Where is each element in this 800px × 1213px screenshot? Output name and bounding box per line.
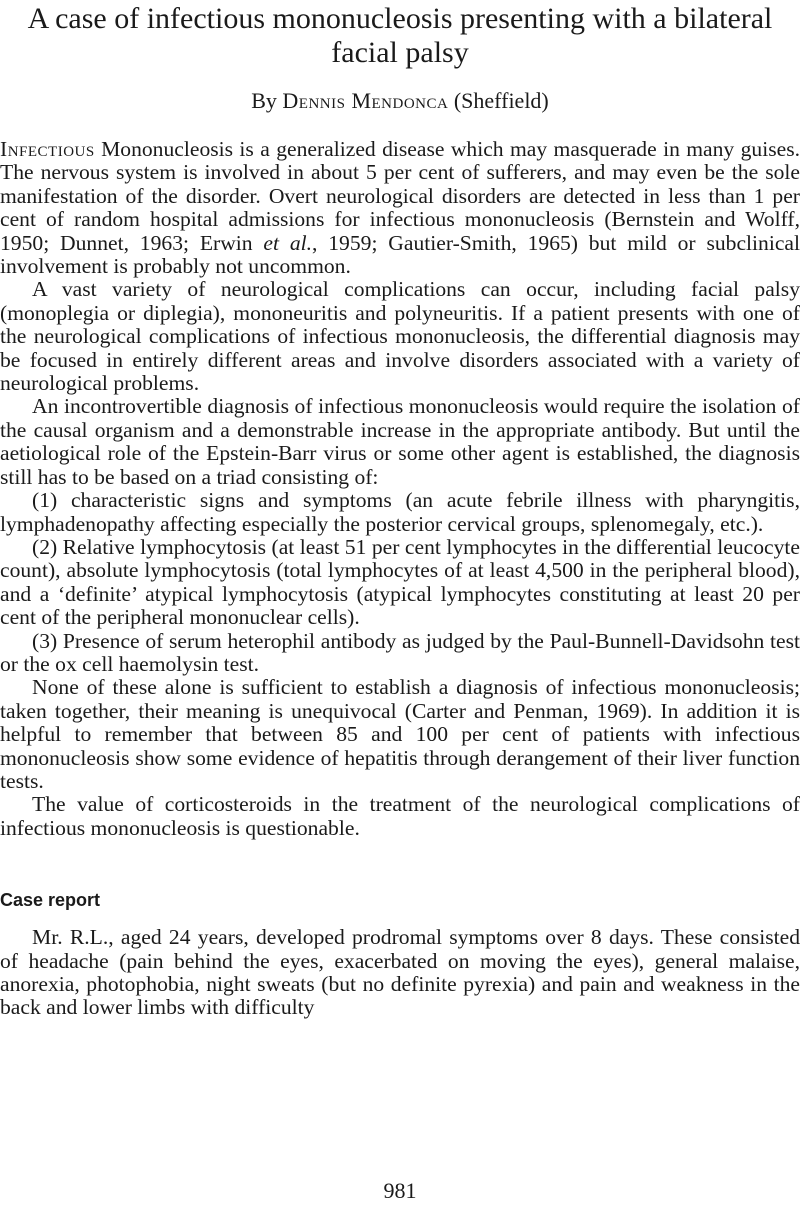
intro-text-a: Mononucleosis is a generalized disease which may masquerade in many guises. The nervous system is involved in about 5 per cent of sufferers, and may even be the sole manifestation of the disorder. Overt neurological disorders are detected in less than 1 per cent of random hospital admissions for infectious mononucleosis (Bernstein and Wolff, 1950; Dunnet, 1963; Erwin <box>0 137 800 255</box>
section-heading-case-report: Case report <box>0 890 101 911</box>
criteria-item-3: (3) Presence of serum heterophil antibody as judged by the Paul-Bunnell-Davidsohn test or the ox cell haemolysin test. <box>0 628 800 676</box>
article-body <box>0 138 800 1020</box>
section-spacer <box>0 840 800 888</box>
combined-criteria-paragraph: None of these alone is sufficient to establish a diagnosis of infectious mononucleosis; taken together, their meaning is unequivocal (Carter and Penman, 1969). In addition it is helpful to remember that between 85 and 100 per cent of patients with infectious mononucleosis show some evidence of hepatitis through derangement of their liver function tests. <box>0 675 800 793</box>
author-affiliation: (Sheffield) <box>453 88 549 113</box>
byline <box>0 88 800 114</box>
intro-text-italic: et al. <box>263 230 313 255</box>
heading-spacer <box>0 912 800 926</box>
criteria-item-1: (1) characteristic signs and symptoms (an acute febrile illness with pharyngitis, lymphadenopathy affecting especially the posterior cervical groups, splenomegaly, etc.). <box>0 488 800 536</box>
intro-text-b: , 1959; Gautier-Smith, 1965) but mild or subclinical involvement is probably not uncommon. <box>0 230 800 279</box>
intro-lead-word: Infectious <box>0 137 95 161</box>
corticosteroids-paragraph: The value of corticosteroids in the treatment of the neurological complications of infectious mononucleosis is questionable. <box>0 792 800 840</box>
page-number: 981 <box>383 1178 417 1203</box>
case-report-paragraph: Mr. R.L., aged 24 years, developed prodromal symptoms over 8 days. These consisted of headache (pain behind the eyes, exacerbated on moving the eyes), general malaise, anorexia, photophobia, night sweats (but no definite pyrexia) and pain and weakness in the back and lower limbs with difficulty <box>0 925 800 1020</box>
intro-paragraph <box>0 138 800 278</box>
byline-prefix: By <box>251 88 277 113</box>
article-title: A case of infectious mononucleosis presenting with a bilateral facial palsy <box>27 2 773 69</box>
complications-paragraph: A vast variety of neurological complications can occur, including facial palsy (monoplegia or diplegia), mononeuritis and polyneuritis. If a patient presents with one of the neurological complications of infectious mononucleosis, the differential diagnosis may be focused in entirely different areas and involve disorders associated with a variety of neurological problems. <box>0 277 800 396</box>
diagnosis-paragraph: An incontrovertible diagnosis of infectious mononucleosis would require the isolation of the causal organism and a demonstrable increase in the appropriate antibody. But until the aetiological role of the Epstein-Barr virus or some other agent is established, the diagnosis still has to be based on a triad consisting of: <box>0 394 800 489</box>
criteria-item-2: (2) Relative lymphocytosis (at least 51 per cent lymphocytes in the differential leucocyte count), absolute lymphocytosis (total lymphocytes of at least 4,500 in the peripheral blood), and a ‘definite’ atypical lymphocytosis (atypical lymphocytes constituting at least 20 per cent of the peripheral mononuclear cells). <box>0 534 800 630</box>
author-name: Dennis Mendonca <box>282 88 449 113</box>
